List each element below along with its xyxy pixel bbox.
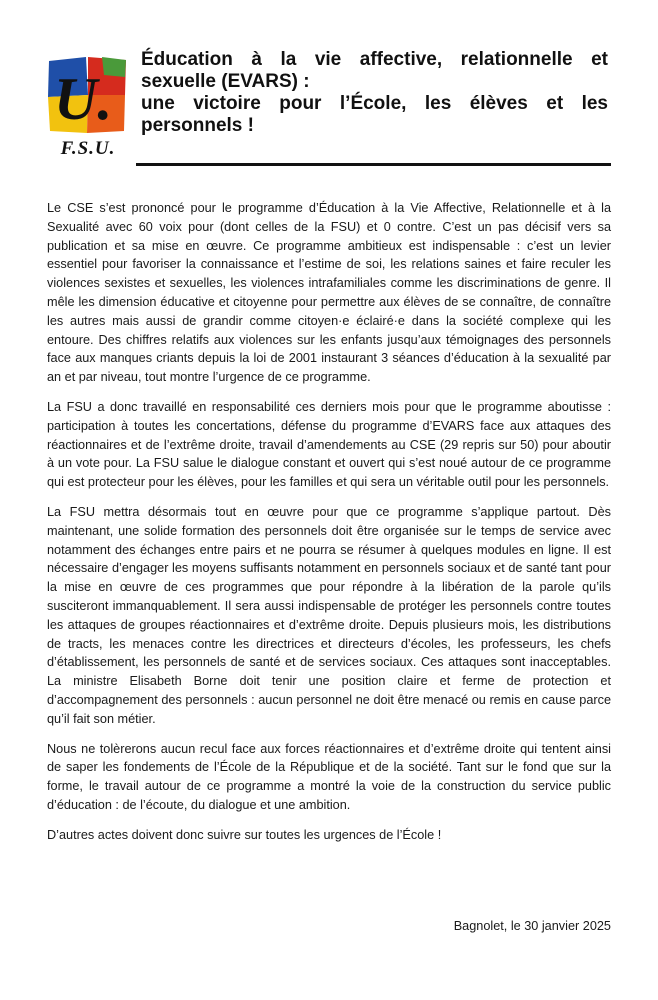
- place-date-signature: Bagnolet, le 30 janvier 2025: [453, 919, 611, 933]
- document-title: [141, 49, 608, 137]
- paragraph: Nous ne tolèrerons aucun recul face aux forces réactionnaires et d’extrême droite qui tentent ainsi de saper les fondements de l’École de la République et de la société. Tant sur le fond que sur la forme, le travail autour de ce programme a montré la voie de la construction du service public d’éducation : de l’écoute, du dialogue et une ambition.: [47, 741, 611, 812]
- paragraph: Le CSE s’est prononcé pour le programme d’Éducation à la Vie Affective, Relationnelle et à la Sexualité avec 60 voix pour (dont celles de la FSU) et 0 contre. C’est un pas décisif vers sa publication et sa mise en œuvre. Ce programme ambitieux est indispensable : c’est un levier essentiel pour favoriser la connaissance et l’estime de soi, les relations saines et faire reculer les violences sexistes et sexuelles, les violences intrafamiliales comme les discriminations de genre. Il mêle les dimension éducative et citoyenne pour permettre aux élèves de se connaître, de connaître les autres mais aussi de grandir comme citoyen·e éclairé·e dans la société complexe qui les entoure. Des chiffres relatifs aux violences sur les enfants jusqu’aux témoignages des personnels face aux manques criants depuis la loi de 2001 instaurant 3 séances d’éducation à la sexualité par an et par niveau, tout montre l’urgence de ce programme.: [47, 201, 611, 385]
- paragraph: D’autres actes doivent donc suivre sur toutes les urgences de l’École !: [47, 827, 442, 842]
- document-body: [47, 199, 611, 856]
- fsu-logo-mark: [46, 55, 128, 135]
- title-line-2: une victoire pour l’École, les élèves et les personnels !: [141, 93, 608, 136]
- title-rule: [136, 163, 611, 166]
- logo-letter: U.: [54, 66, 113, 132]
- paragraph: La FSU a donc travaillé en responsabilité ces derniers mois pour que le programme aboutisse : participation à toutes les concertations, défense du programme d’EVARS face aux attaques des réactionnaires et de l’extrême droite, travail d’amendements au CSE (29 repris sur 50) pour aboutir à un vote pour. La FSU salue le dialogue constant et ouvert qui s’est noué autour de ce programme qui est protecteur pour les élèves, pour les familles et qui sera un véritable outil pour les personnels.: [47, 399, 611, 490]
- title-line-1: Éducation à la vie affective, relationnelle et sexuelle (EVARS) :: [141, 49, 608, 92]
- paragraph: La FSU mettra désormais tout en œuvre pour que ce programme s’applique partout. Dès maintenant, une solide formation des personnels doit être organisée sur le temps de service avec notamment des échanges entre pairs et ne pourra se résumer à quelques modules en ligne. Il est nécessaire d’engager les moyens suffisants notamment en personnels sociaux et de santé tant pour la mise en œuvre de ces programmes que pour répondre à la libération de la parole qu’ils susciteront immanquablement. Il sera aussi indispensable de protéger les personnels contre toutes les attaques de groupes réactionnaires et d’extrême droite. Depuis plusieurs mois, les distributions de tracts, les menaces contre les directrices et directeurs d’écoles, les professeurs, les chefs d’établissement, les personnels de santé et de services sociaux. Ces attaques sont inacceptables. La ministre Elisabeth Borne doit tenir une position claire et ferme de protection et d’accompagnement des personnels : aucun personnel ne doit être menacé ou remis en cause parce qu’il fait son métier.: [47, 504, 611, 726]
- document-header: [141, 49, 608, 137]
- fsu-logo: [44, 55, 132, 165]
- logo-text: F.S.U.: [60, 138, 116, 159]
